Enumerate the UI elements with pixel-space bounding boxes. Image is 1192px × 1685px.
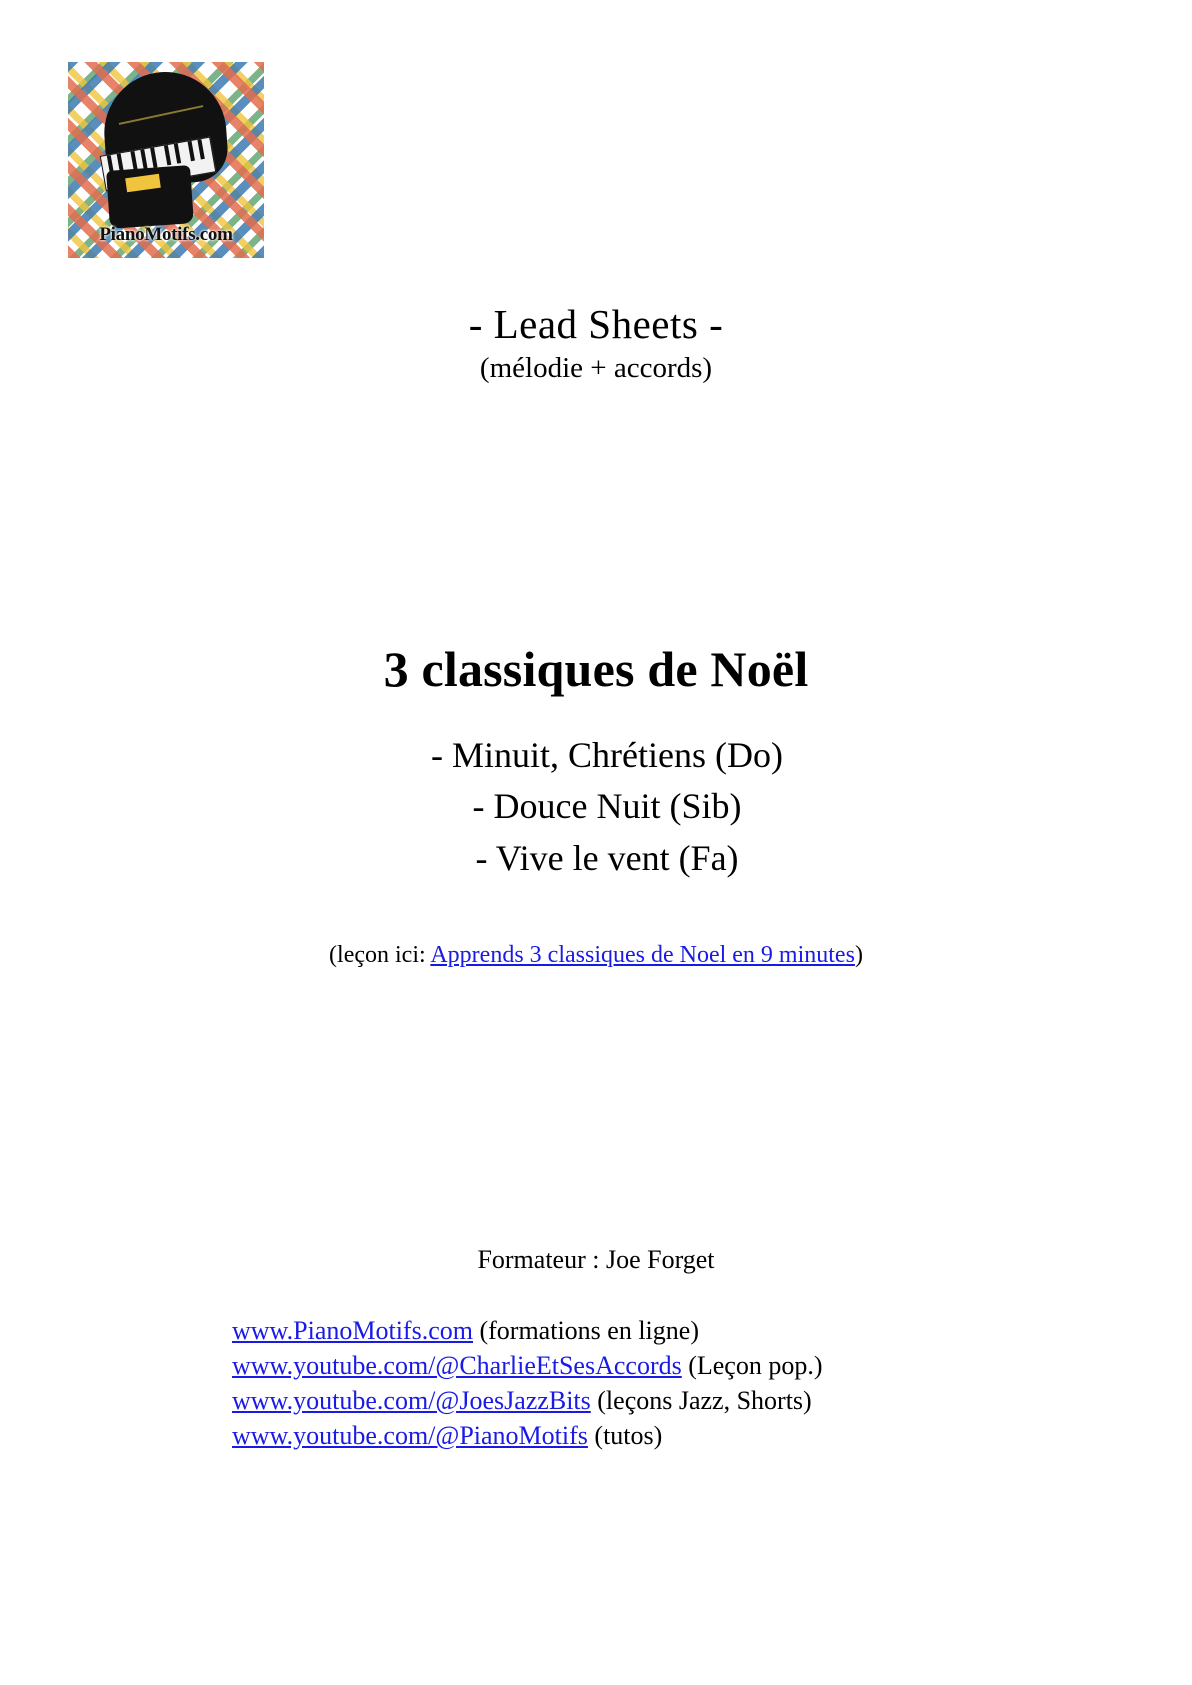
page-subtitle: (mélodie + accords) [479, 352, 713, 384]
list-item: - Douce Nuit (Sib) [472, 786, 742, 827]
site-logo [68, 62, 264, 258]
list-item [232, 1348, 1132, 1383]
link-charlie-et-ses-accords[interactable]: www.youtube.com/@CharlieEtSesAccords [232, 1351, 682, 1381]
list-item: - Minuit, Chrétiens (Do) [431, 735, 783, 775]
list-item [232, 1383, 1132, 1418]
logo-brand-text: PianoMotifs.com [99, 224, 233, 245]
trainer-credit: Formateur : Joe Forget [477, 1245, 715, 1274]
lesson-link[interactable]: Apprends 3 classiques de Noel en 9 minutes [430, 942, 855, 968]
list-item: - Vive le vent (Fa) [475, 837, 739, 878]
link-note: (leçons Jazz, Shorts) [590, 1386, 812, 1416]
link-note: (tutos) [587, 1421, 663, 1451]
link-note: (formations en ligne) [472, 1316, 699, 1345]
list-item [232, 1418, 1132, 1453]
link-list [232, 1313, 1132, 1453]
lesson-prefix: (leçon ici: [329, 942, 431, 968]
link-pianomotifs-youtube[interactable]: www.youtube.com/@PianoMotifs [232, 1421, 588, 1451]
grand-piano-icon [82, 68, 248, 238]
lesson-line [0, 942, 1192, 969]
list-item [232, 1313, 1132, 1348]
lesson-suffix: ) [854, 942, 863, 968]
link-joesjazzbits[interactable]: www.youtube.com/@JoesJazzBits [232, 1386, 591, 1416]
song-list [0, 730, 1192, 884]
link-note: (Leçon pop.) [681, 1351, 823, 1381]
link-pianomotifs[interactable]: www.PianoMotifs.com [232, 1316, 473, 1345]
page-title: - Lead Sheets - [468, 301, 724, 347]
document-title: 3 classiques de Noël [383, 641, 809, 697]
